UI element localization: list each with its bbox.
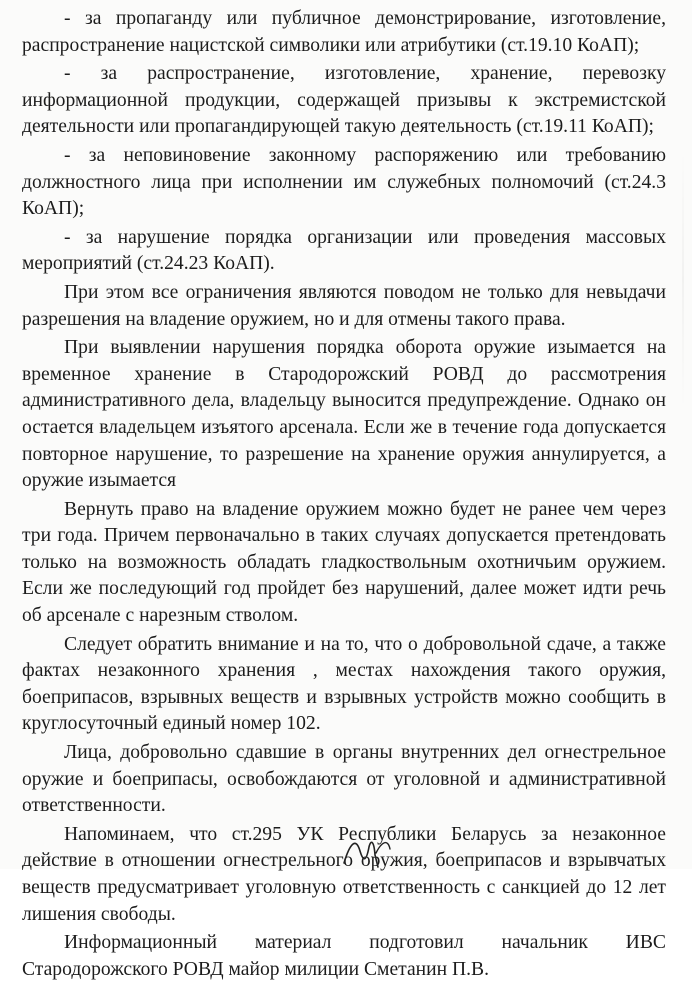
signoff-word: Информационный (64, 932, 217, 954)
list-item-extremist-materials: - за распространение, изготовление, хранение, перевозку информационной продукции, содержащей призывы к экстремистской деятельности или пропагандирующей такую деятельность (ст.19.11 КоАП); (22, 63, 666, 138)
paragraph-criminal-liability: Напоминаем, что ст.295 УК Республики Беларусь за незаконное действие в отношении огнестрельного оружия, боеприпасов и взрывчатых веществ предусматривает уголовную ответственность с санкцией до 12 лет лишения свободы. (22, 823, 666, 925)
list-item-disobedience: - за неповиновение законному распоряжению или требованию должностного лица при исполнении им служебных полномочий (ст.24.3 КоАП); (22, 144, 666, 220)
paragraph-right-restoration: Вернуть право на владение оружием можно будет не ранее чем через три года. Причем первоначально в таких случаях допускается претендовать только на возможность обладать гладкоствольным охотничьим оружием. Если же последующий год пройдет без нарушений, далее может идти речь об арсенале с нарезным стволом. (22, 498, 666, 627)
signoff-word: ИВС (625, 932, 666, 954)
signoff-word: начальник (501, 932, 588, 954)
list-item-nazi-symbols: - за пропаганду или публичное демонстрирование, изготовление, распространение нацистской символики или атрибутики (ст.19.10 КоАП); (22, 8, 666, 56)
paragraph-exemption: Лица, добровольно сдавшие в органы внутренних дел огнестрельное оружие и боеприпасы, освобождаются от уголовной и административной ответственности. (22, 742, 666, 817)
scan-shadow (682, 150, 684, 410)
author-signoff (22, 930, 666, 983)
signoff-line-2: Стародорожского РОВД майор милиции Сметанин П.В. (22, 958, 490, 980)
signoff-word: подготовил (369, 932, 464, 954)
list-item-mass-events: - за нарушение порядка организации или проведения массовых мероприятий (ст.24.23 КоАП). (22, 226, 666, 275)
document-body (22, 6, 666, 983)
paragraph-voluntary-surrender: Следует обратить внимание и на то, что о добровольной сдаче, а также фактах незаконного хранения , местах нахождения такого оружия, боеприпасов, взрывных веществ и взрывных устройств можно сообщить в круглосуточный единый номер 102. (22, 633, 666, 735)
paragraph-violation-detection: При выявлении нарушения порядка оборота оружие изымается на временное хранение в Стародорожский РОВД до рассмотрения административного дела, владельцу выносится предупреждение. Однако он остается владельцем изъятого арсенала. Если же в течение года допускается повторное нарушение, то разрешение на хранение оружия аннулируется, а оружие изымается (22, 337, 666, 492)
paragraph-restrictions: При этом все ограничения являются поводом не только для невыдачи разрешения на владение оружием, но и для отмены такого права. (22, 281, 666, 330)
signoff-word: материал (254, 932, 332, 954)
signoff-line-1 (22, 930, 666, 957)
